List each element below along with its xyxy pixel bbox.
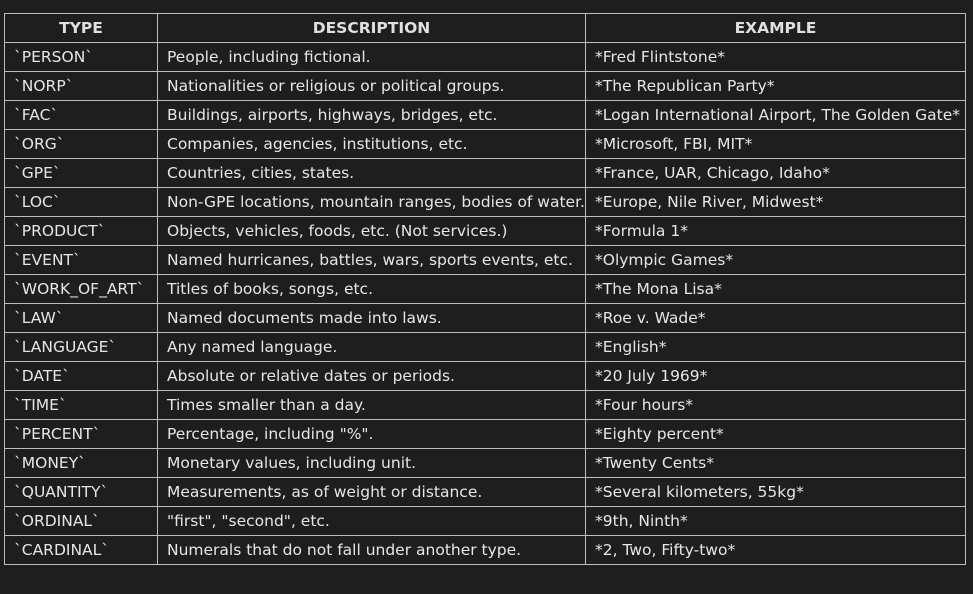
description-cell: Countries, cities, states. (158, 159, 586, 188)
entity-types-table (4, 13, 966, 565)
description-cell: People, including fictional. (158, 43, 586, 72)
example-cell: *2, Two, Fifty-two* (586, 536, 966, 565)
table-row (5, 275, 966, 304)
type-cell: `MONEY` (5, 449, 158, 478)
type-cell: `EVENT` (5, 246, 158, 275)
description-cell: "first", "second", etc. (158, 507, 586, 536)
description-cell: Buildings, airports, highways, bridges, etc. (158, 101, 586, 130)
table-row (5, 43, 966, 72)
header-description: DESCRIPTION (158, 14, 586, 43)
table-row (5, 246, 966, 275)
example-cell: *Fred Flintstone* (586, 43, 966, 72)
description-cell: Percentage, including "%". (158, 420, 586, 449)
description-cell: Monetary values, including unit. (158, 449, 586, 478)
table-row (5, 217, 966, 246)
description-cell: Named documents made into laws. (158, 304, 586, 333)
table-row (5, 507, 966, 536)
type-cell: `FAC` (5, 101, 158, 130)
type-cell: `PRODUCT` (5, 217, 158, 246)
header-row (5, 14, 966, 43)
description-cell: Titles of books, songs, etc. (158, 275, 586, 304)
description-cell: Objects, vehicles, foods, etc. (Not services.) (158, 217, 586, 246)
type-cell: `CARDINAL` (5, 536, 158, 565)
table-header (5, 14, 966, 43)
table-row (5, 478, 966, 507)
type-cell: `PERSON` (5, 43, 158, 72)
type-cell: `LAW` (5, 304, 158, 333)
type-cell: `NORP` (5, 72, 158, 101)
type-cell: `GPE` (5, 159, 158, 188)
example-cell: *France, UAR, Chicago, Idaho* (586, 159, 966, 188)
table-row (5, 130, 966, 159)
description-cell: Non-GPE locations, mountain ranges, bodies of water. (158, 188, 586, 217)
type-cell: `TIME` (5, 391, 158, 420)
example-cell: *Four hours* (586, 391, 966, 420)
example-cell: *Logan International Airport, The Golden Gate* (586, 101, 966, 130)
table-row (5, 101, 966, 130)
example-cell: *Twenty Cents* (586, 449, 966, 478)
example-cell: *20 July 1969* (586, 362, 966, 391)
description-cell: Times smaller than a day. (158, 391, 586, 420)
example-cell: *9th, Ninth* (586, 507, 966, 536)
example-cell: *The Mona Lisa* (586, 275, 966, 304)
table-body (5, 43, 966, 565)
type-cell: `QUANTITY` (5, 478, 158, 507)
table-row (5, 391, 966, 420)
table-row (5, 188, 966, 217)
table-row (5, 362, 966, 391)
description-cell: Numerals that do not fall under another type. (158, 536, 586, 565)
description-cell: Measurements, as of weight or distance. (158, 478, 586, 507)
example-cell: *Eighty percent* (586, 420, 966, 449)
type-cell: `ORG` (5, 130, 158, 159)
example-cell: *Formula 1* (586, 217, 966, 246)
table-row (5, 333, 966, 362)
example-cell: *Microsoft, FBI, MIT* (586, 130, 966, 159)
table-row (5, 159, 966, 188)
example-cell: *Roe v. Wade* (586, 304, 966, 333)
table-row (5, 72, 966, 101)
example-cell: *English* (586, 333, 966, 362)
table-row (5, 536, 966, 565)
type-cell: `LOC` (5, 188, 158, 217)
table-row (5, 304, 966, 333)
header-type: TYPE (5, 14, 158, 43)
example-cell: *Several kilometers, 55kg* (586, 478, 966, 507)
table-row (5, 449, 966, 478)
example-cell: *Olympic Games* (586, 246, 966, 275)
type-cell: `LANGUAGE` (5, 333, 158, 362)
example-cell: *Europe, Nile River, Midwest* (586, 188, 966, 217)
type-cell: `PERCENT` (5, 420, 158, 449)
table-row (5, 420, 966, 449)
description-cell: Any named language. (158, 333, 586, 362)
description-cell: Named hurricanes, battles, wars, sports events, etc. (158, 246, 586, 275)
type-cell: `ORDINAL` (5, 507, 158, 536)
description-cell: Absolute or relative dates or periods. (158, 362, 586, 391)
entity-types-table-container (4, 13, 966, 565)
description-cell: Companies, agencies, institutions, etc. (158, 130, 586, 159)
header-example: EXAMPLE (586, 14, 966, 43)
type-cell: `WORK_OF_ART` (5, 275, 158, 304)
example-cell: *The Republican Party* (586, 72, 966, 101)
description-cell: Nationalities or religious or political groups. (158, 72, 586, 101)
type-cell: `DATE` (5, 362, 158, 391)
